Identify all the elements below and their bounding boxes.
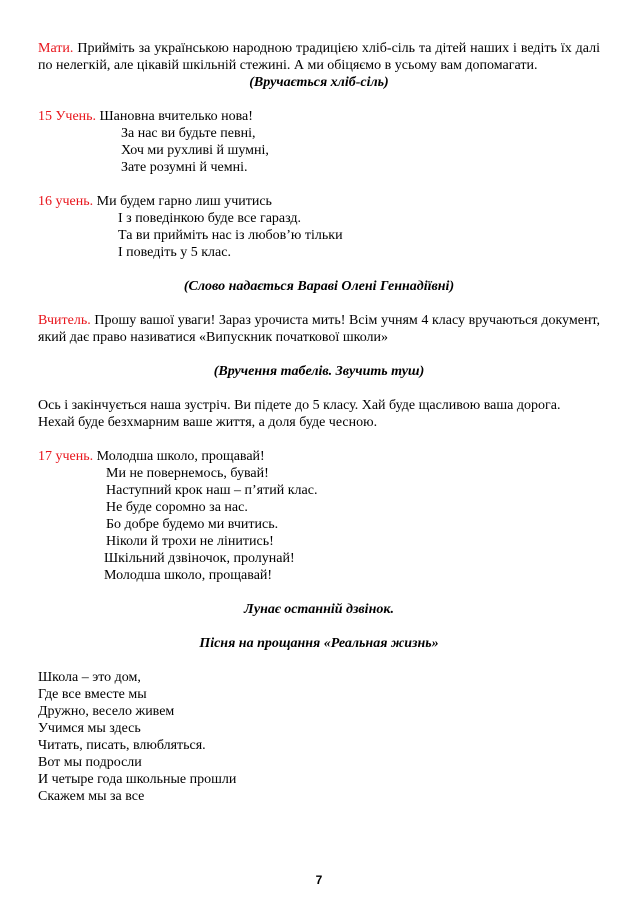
poem-line: Зате розумні й чемні. (121, 160, 248, 175)
poem-line: Ніколи й трохи не лінитись! (106, 534, 274, 549)
student15-first-line: 15 Учень. Шановна вчителько нова! (38, 109, 253, 124)
page-number: 7 (315, 873, 323, 887)
stage-direction-bread: (Вручається хліб-сіль) (249, 75, 389, 90)
stage-direction-certificates: (Вручення табелів. Звучить туш) (213, 364, 425, 379)
student17-first-line: 17 учень. Молодша школо, прощавай! (38, 449, 265, 464)
poem-line: Наступний крок наш – п’ятий клас. (106, 483, 318, 498)
song-line: Вот мы подросли (38, 755, 142, 770)
mother-speech (38, 40, 600, 74)
poem-line: За нас ви будьте певні, (121, 126, 256, 141)
teacher-speech (38, 312, 600, 346)
poem-line: Та ви прийміть нас із любов’ю тільки (118, 228, 343, 243)
song-line: Читать, писать, влюбляться. (38, 738, 206, 753)
song-line: Дружно, весело живем (38, 704, 175, 719)
song-line: Школа – это дом, (38, 670, 141, 685)
poem-line: Хоч ми рухливі й шумні, (121, 143, 269, 158)
speaker-mother: Мати. (38, 41, 74, 56)
teacher-text: Прошу вашої уваги! Зараз урочиста мить! Всім учням 4 класу вручаються документ, який дає право називатися «Випускник початкової школи» (38, 313, 600, 345)
song-line: И четыре года школьные прошли (38, 772, 237, 787)
closing-paragraph: Ось і закінчується наша зустріч. Ви підете до 5 класу. Хай буде щасливою ваша дорога. Нехай буде безхмарним ваше життя, а доля буде чесною. (38, 398, 561, 430)
song-line: Учимся мы здесь (38, 721, 141, 736)
poem-line: Шкільний дзвіночок, пролунай! (104, 551, 295, 566)
poem-line: Бо добре будемо ми вчитись. (106, 517, 279, 532)
stage-direction-word: (Слово надається Вараві Олені Геннадіївні) (183, 279, 455, 294)
speaker-student17: 17 учень. (38, 449, 94, 464)
poem-line: І з поведінкою буде все гаразд. (118, 211, 302, 226)
document-page (38, 40, 600, 805)
poem-line: Молодша школо, прощавай! (104, 568, 273, 583)
song-line: Скажем мы за все (38, 789, 145, 804)
poem-line: І поведіть у 5 клас. (118, 245, 231, 260)
poem-line: Не буде соромно за нас. (106, 500, 248, 515)
stage-direction-bell: Лунає останній дзвінок. (244, 602, 394, 617)
song-line: Где все вместе мы (38, 687, 147, 702)
poem-line: Ми не повернемось, бувай! (106, 466, 269, 481)
speaker-student15: 15 Учень. (38, 109, 97, 124)
speaker-student16: 16 учень. (38, 194, 94, 209)
song-title: Пісня на прощання «Реальная жизнь» (199, 636, 439, 651)
speaker-teacher: Вчитель. (38, 313, 91, 328)
student16-first-line: 16 учень. Ми будем гарно лиш учитись (38, 194, 272, 209)
mother-text: Прийміть за українською народною традицією хліб-сіль та дітей наших і ведіть їх далі по нелегкій, але цікавій шкільній стежині. А ми обіцяємо в усьому вам допомагати. (38, 41, 600, 73)
